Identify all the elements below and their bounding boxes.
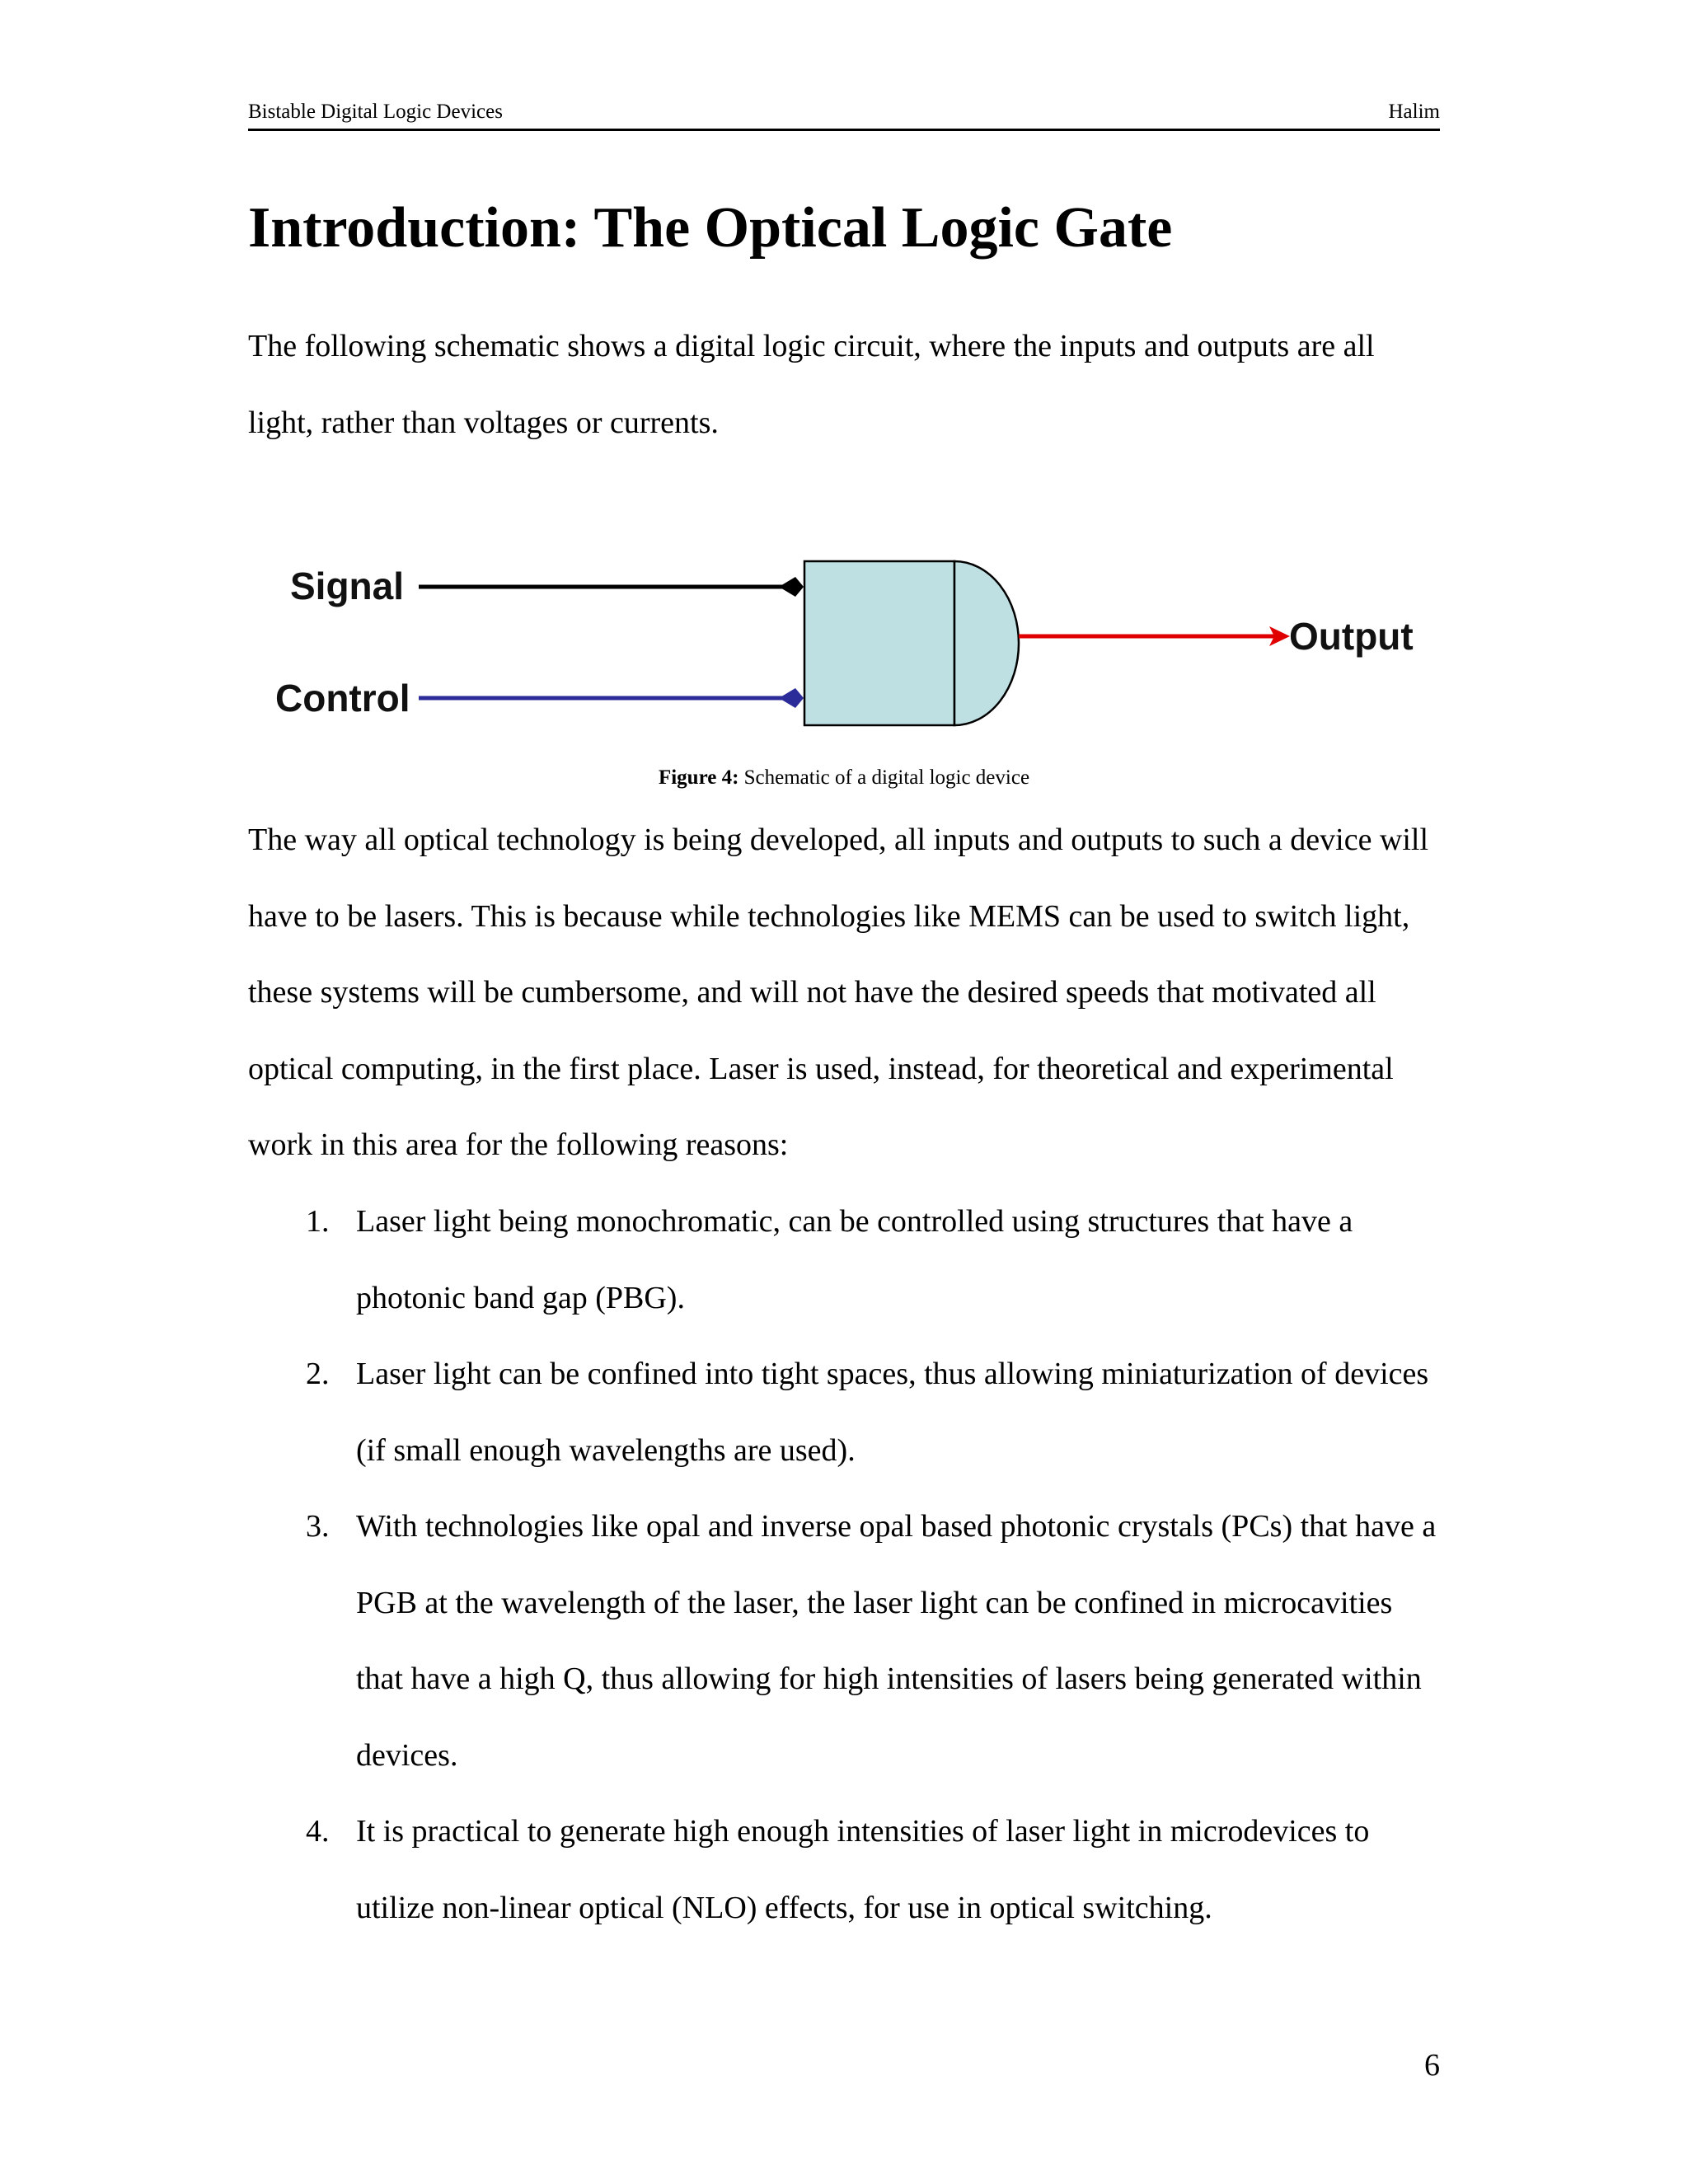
header-document-title: Bistable Digital Logic Devices (248, 101, 503, 123)
logic-gate-schematic (264, 544, 1434, 742)
intro-paragraph: The following schematic shows a digital logic circuit, where the inputs and outputs are all light, rather than voltages or currents. (248, 329, 1375, 440)
figure-caption (0, 766, 1688, 790)
body-paragraph: The way all optical technology is being developed, all inputs and outputs to such a device will have to be lasers. This is because while technologies like MEMS can be used to switch light, these systems will be cumbersome, and will not have the desired speeds that motivated all optical computing, in the first place. Laser is used, instead, for theoretical and experimental work in this area for the following reasons: (248, 823, 1429, 1162)
signal-arrowhead (779, 577, 804, 597)
list-item-number: 4. (306, 1814, 330, 1849)
list-item-text: With technologies like opal and inverse opal based photonic crystals (PCs) that have a PGB at the wavelength of the laser, the laser light can be confined in microcavities that have a high Q, thus allowing for high intensities of lasers being generated within devices. (356, 1509, 1437, 1773)
list-item-text: Laser light being monochromatic, can be controlled using structures that have a photonic band gap (PBG). (356, 1204, 1353, 1315)
signal-label: Signal (290, 565, 405, 607)
list-item-number: 1. (306, 1204, 330, 1239)
list-item (248, 1336, 1443, 1488)
control-arrowhead (779, 688, 804, 708)
logic-gate-figure (264, 544, 1434, 742)
figure-caption-label: Figure 4: (658, 766, 739, 789)
header-author: Halim (1388, 101, 1440, 123)
reasons-list (248, 1183, 1443, 1946)
list-item (248, 1793, 1443, 1946)
figure-caption-text: Schematic of a digital logic device (743, 766, 1030, 789)
list-item (248, 1183, 1443, 1336)
running-header (248, 97, 1440, 131)
control-label: Control (275, 677, 410, 719)
list-item-text: It is practical to generate high enough intensities of laser light in microdevices to utilize non-linear optical (NLO) effects, for use in optical switching. (356, 1814, 1370, 1925)
page-title: Introduction: The Optical Logic Gate (248, 196, 1173, 260)
page-number: 6 (1424, 2048, 1440, 2083)
gate-body (804, 561, 954, 725)
list-item-text: Laser light can be confined into tight spaces, thus allowing miniaturization of devices (if small enough wavelengths are used). (356, 1357, 1429, 1468)
gate-output-cap (954, 561, 1019, 725)
list-item-number: 2. (306, 1357, 330, 1391)
list-item (248, 1488, 1443, 1793)
list-item-number: 3. (306, 1509, 330, 1544)
output-label: Output (1289, 615, 1414, 658)
